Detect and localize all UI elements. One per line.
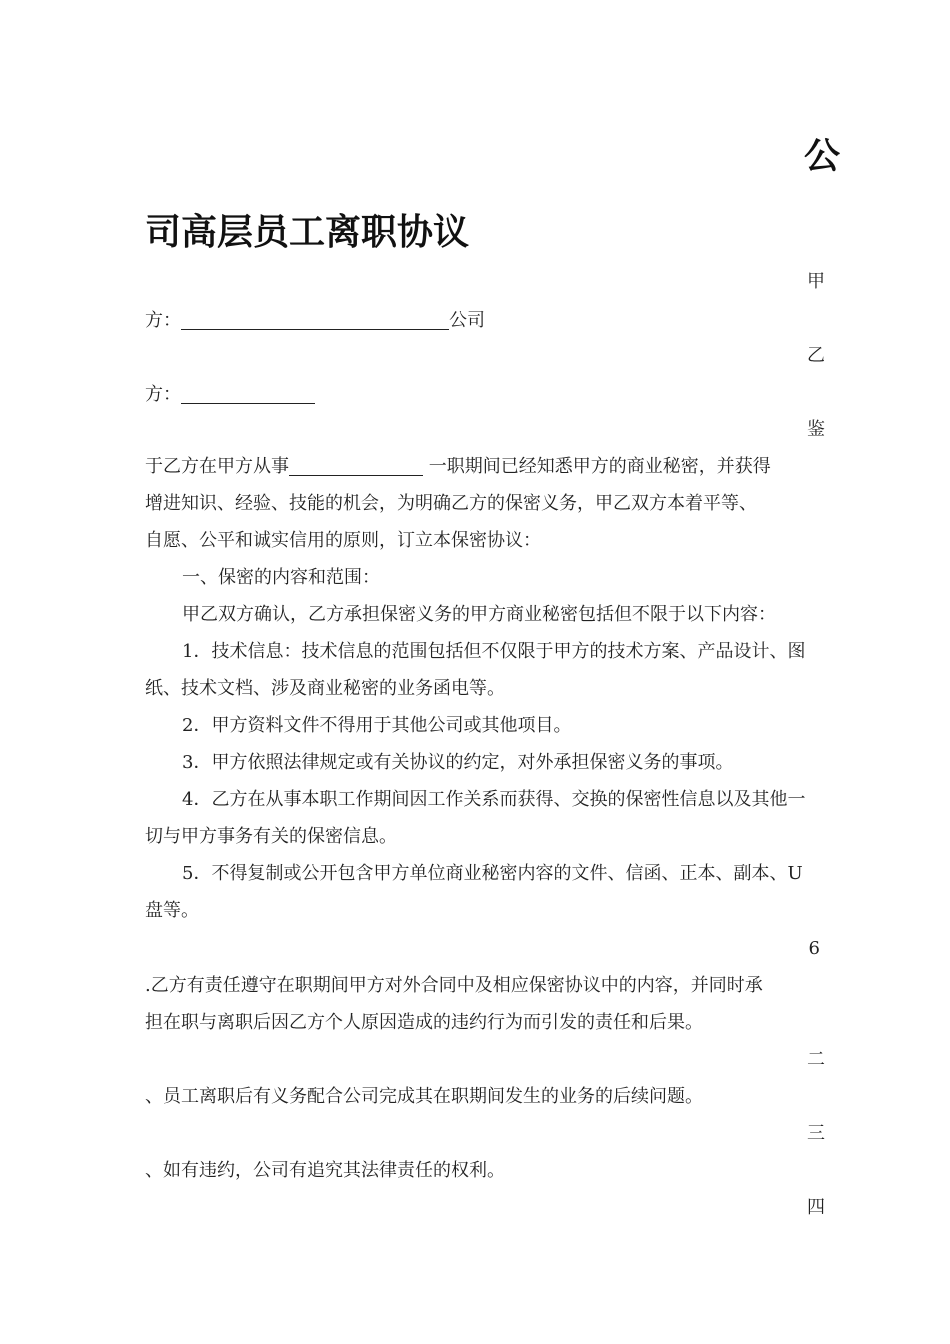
party-a-line xyxy=(145,302,485,339)
intro-line-3: 自愿、公平和诚实信用的原则，订立本保密协议： xyxy=(145,530,541,551)
section2-text: 、员工离职后有义务配合公司完成其在职期间发生的业务的后续问题。 xyxy=(145,1086,703,1107)
intro-line-1 xyxy=(145,448,771,485)
section1-item-2: 2．甲方资料文件不得用于其他公司或其他项目。 xyxy=(182,715,572,736)
section1-item-6-line-1: .乙方有责任遵守在职期间甲方对外合同中及相应保密协议中的内容，并同时承 xyxy=(145,975,763,996)
intro-position-blank xyxy=(289,453,423,476)
title-first-char: 公 xyxy=(803,136,840,177)
party-b-line xyxy=(145,376,315,413)
party-a-label: 方： xyxy=(145,310,181,331)
section1-item-5: 5．不得复制或公开包含甲方单位商业秘密内容的文件、信函、正本、副本、U盘等。 xyxy=(145,863,803,921)
section1-item-3: 3．甲方依照法律规定或有关协议的约定，对外承担保密义务的事项。 xyxy=(182,752,734,773)
section4-lead: 四 xyxy=(807,1197,825,1218)
intro-lead: 鉴 xyxy=(807,419,825,440)
intro-line-2: 增进知识、经验、技能的机会，为明确乙方的保密义务，甲乙双方本着平等、 xyxy=(145,493,757,514)
section1-item-1: 1．技术信息：技术信息的范围包括但不仅限于甲方的技术方案、产品设计、图纸、技术文档、涉及商业秘密的业务函电等。 xyxy=(145,641,806,699)
section3-text: 、如有违约，公司有追究其法律责任的权利。 xyxy=(145,1160,505,1181)
section1-item-4: 4．乙方在从事本职工作期间因工作关系而获得、交换的保密性信息以及其他一切与甲方事务有关的保密信息。 xyxy=(145,789,806,847)
document-title: 司高层员工离职协议 xyxy=(145,212,470,253)
party-b-lead: 乙 xyxy=(807,345,825,366)
section1-heading: 一、保密的内容和范围： xyxy=(182,567,380,588)
party-a-suffix: 公司 xyxy=(449,310,485,331)
party-b-blank xyxy=(181,381,315,404)
party-a-lead: 甲 xyxy=(807,271,825,292)
party-a-blank xyxy=(181,307,449,330)
section1-intro: 甲乙双方确认，乙方承担保密义务的甲方商业秘密包括但不限于以下内容： xyxy=(182,604,776,625)
intro-line-1-pre: 于乙方在甲方从事 xyxy=(145,456,289,477)
section1-item-6-line-2: 担在职与离职后因乙方个人原因造成的违约行为而引发的责任和后果。 xyxy=(145,1012,703,1033)
section2-lead: 二 xyxy=(807,1049,825,1070)
intro-line-1-post: 一职期间已经知悉甲方的商业秘密，并获得 xyxy=(423,456,771,477)
section3-lead: 三 xyxy=(807,1123,825,1144)
section1-item-6-lead: 6 xyxy=(808,938,820,959)
party-b-label: 方： xyxy=(145,384,181,405)
